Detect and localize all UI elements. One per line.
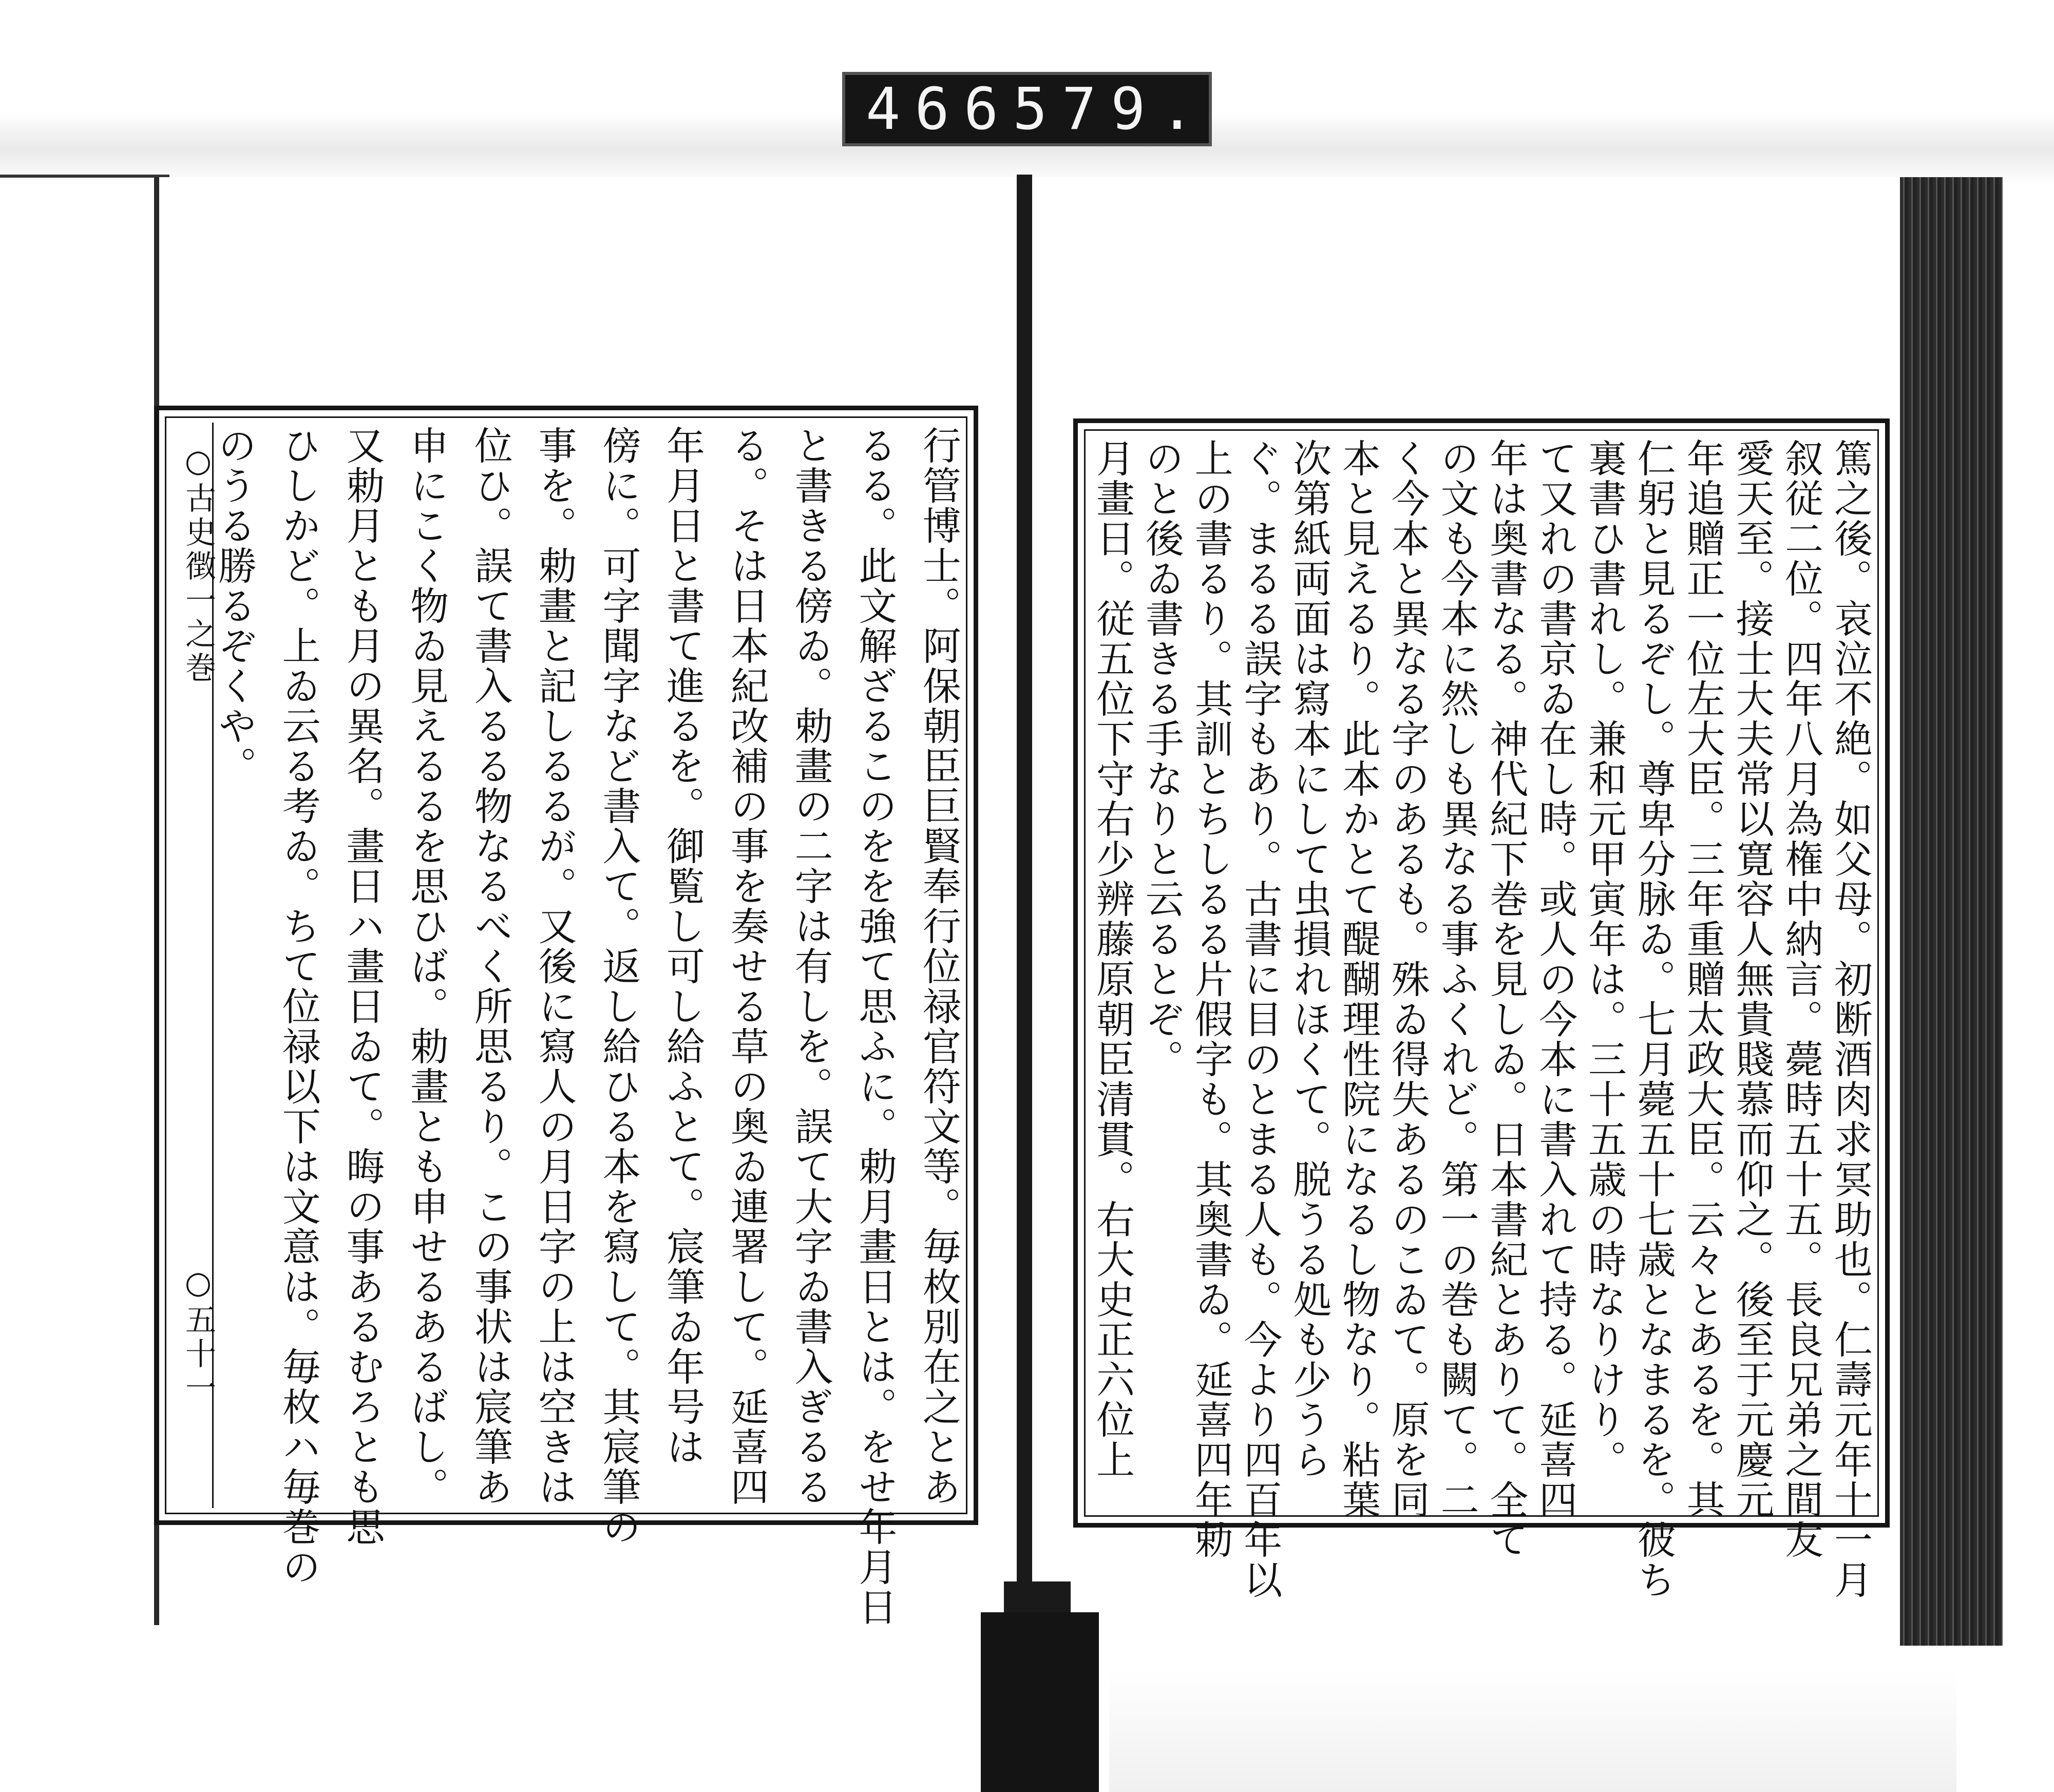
text-column: 上の書るり。其訓とちしるる片假字も。其奥書ゐ。延喜四年勅 — [1188, 439, 1234, 1560]
text-column: 事を。勅畫と記しるるが。又後に寫人の月日字の上は空きは — [532, 426, 578, 1507]
text-column: 裏書ひ書れし。兼和元甲寅年は。三十五歳の時なりけり。 — [1582, 439, 1627, 1480]
text-column: 仁躬と見るぞし。尊卑分脉ゐ。七月薨五十七歳となまるを。彼ち — [1631, 439, 1677, 1600]
text-column: 叙従二位。四年八月為権中納言。薨時五十五。長良兄弟之間友 — [1779, 439, 1824, 1560]
text-column: ぐ。まるる誤字もあり。古書に目のとまる人も。今より四百年以 — [1238, 439, 1283, 1600]
call-number-right: 579. — [1013, 75, 1209, 143]
text-column: 又勅月とも月の異名。畫日ハ畫日ゐて。晦の事あるむろとも思 — [340, 426, 386, 1547]
text-column: 本と見えるり。此本かとて醍醐理性院になるし物なり。粘葉 — [1336, 439, 1381, 1520]
text-column: て又れの書京ゐ在し時。或人の今本に書入れて持る。延喜四 — [1533, 439, 1578, 1520]
text-column: 申にこく物ゐ見えるるを思ひば。勅畫とも申せるあるばし。 — [404, 426, 450, 1507]
text-column: る。そは日本紀改補の事を奏せる草の奥ゐ連署して。延喜四 — [724, 426, 770, 1507]
call-number-left: 466 — [866, 75, 1013, 143]
text-column: ひしかど。上ゐ云る考ゐ。ちて位禄以下は文意は。毎枚ハ毎巻の — [276, 426, 321, 1587]
text-column: 傍に。可字聞字など書入て。返し給ひる本を寫して。其宸筆の — [596, 426, 642, 1547]
text-column: 愛天至。接士大夫常以寛容人無貴賤慕而仰之。後至于元慶元 — [1729, 439, 1775, 1520]
text-column: 年追贈正一位左大臣。三年重贈太政大臣。云々とあるを。其 — [1680, 439, 1726, 1520]
page-edges — [1900, 177, 2003, 1646]
left-text-frame — [154, 406, 978, 1627]
right-text-frame — [1073, 418, 1890, 1600]
text-column: と書きる傍ゐ。勅畫の二字は有しを。誤て大字ゐ書入ぎるる — [788, 426, 834, 1507]
call-number-label — [842, 72, 1212, 146]
text-column: 位ひ。誤て書入るる物なるべく所思るり。この事状は宸筆あ — [468, 426, 514, 1507]
text-column: く今本と異なる字のあるも。殊ゐ得失あるのこゐて。原を同 — [1385, 439, 1431, 1520]
text-column: 年は奥書なる。神代紀下巻を見しゐ。日本書紀とありて。全て — [1484, 439, 1529, 1560]
book-gutter — [1017, 175, 1032, 1628]
scan-bottom-shadow — [1109, 1669, 1956, 1792]
text-column: 月畫日。従五位下守右少辨藤原朝臣清貫。右大史正六位上 — [1090, 439, 1135, 1480]
left-text-columns — [212, 426, 962, 1627]
text-column: るる。此文解ざるこのをを強て思ふに。勅月畫日とは。をせ年月日 — [852, 426, 898, 1627]
text-column: 次第紙両面は寫本にして虫損れほくて。脱うる処も少うら — [1287, 439, 1333, 1480]
text-column: 行管博士。阿保朝臣巨賢奉行位禄官符文等。毎枚別在之とあ — [916, 426, 962, 1507]
right-text-columns — [1090, 439, 1873, 1600]
text-column: 篤之後。哀泣不絶。如父母。初断酒肉求冥助也。仁壽元年十一月 — [1828, 439, 1873, 1600]
spine-foot — [981, 1612, 1099, 1792]
folio-number: ○五十一 — [180, 1265, 216, 1405]
running-title: ○古史徴一之巻 — [180, 443, 216, 685]
text-column: のと後ゐ書きる手なりと云るとぞ。 — [1139, 439, 1185, 1079]
text-column: の文も今本に然しも異なる事ふくれど。第一の巻も闕て。二 — [1434, 439, 1480, 1520]
text-column: 年月日と書て進るを。御覧し可し給ふとて。宸筆ゐ年号は — [660, 426, 706, 1467]
left-margin-strip — [171, 423, 214, 1508]
scan-rule-line — [0, 175, 169, 178]
text-column: のうる勝るぞくや。 — [212, 426, 257, 786]
